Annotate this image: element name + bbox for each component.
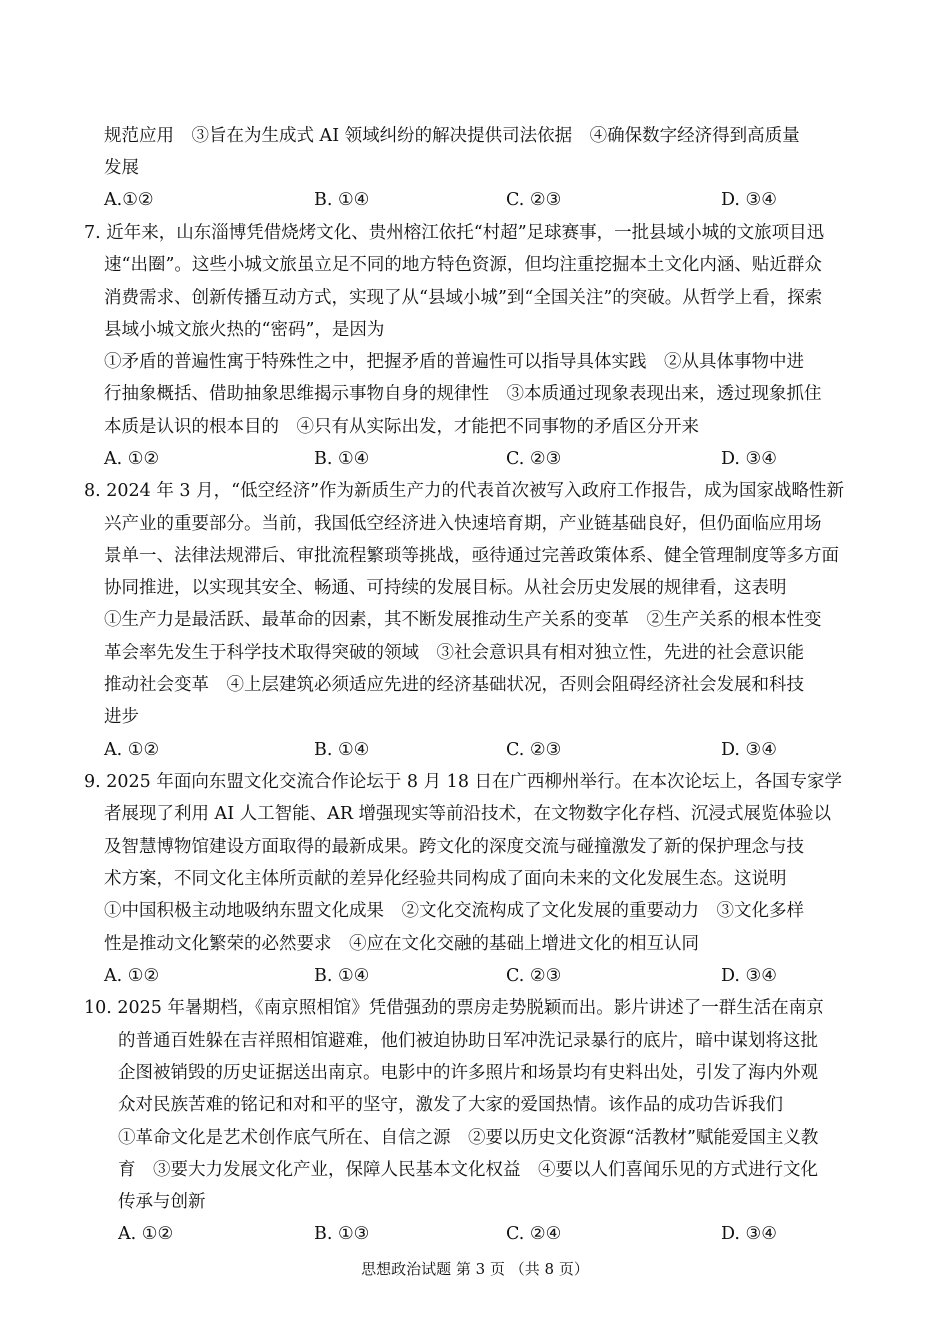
q8-stem-line: 8. 2024 年 3 月，“低空经济”作为新质生产力的代表首次被写入政府工作报告，成为国家战略性新: [84, 481, 845, 501]
q9-statement-line: ①中国积极主动地吸纳东盟文化成果 ②文化交流构成了文化发展的重要动力 ③文化多样: [104, 901, 804, 921]
q7-options: [104, 447, 804, 471]
q8-options: [104, 738, 804, 762]
q9-option-c: C. ②③: [506, 966, 562, 986]
q7-option-a: A. ①②: [104, 449, 160, 469]
q8-option-a: A. ①②: [104, 740, 160, 760]
q10-statement-line: 传承与创新: [118, 1192, 206, 1212]
q8-stem-line: 景单一、法律法规滞后、审批流程繁琐等挑战，亟待通过完善政策体系、健全管理制度等多方面: [104, 546, 839, 566]
q10-statement-line: ①革命文化是艺术创作底气所在、自信之源 ②要以历史文化资源“活教材”赋能爱国主义教: [118, 1128, 819, 1148]
q6-option-b: B. ①④: [314, 190, 370, 210]
q7-stem-line: 消费需求、创新传播互动方式，实现了从“县域小城”到“全国关注”的突破。从哲学上看，探索: [104, 288, 823, 308]
q9-option-d: D. ③④: [721, 966, 777, 986]
q6-options: [104, 188, 804, 212]
q6-text-line: 发展: [104, 158, 139, 178]
q8-option-d: D. ③④: [721, 740, 777, 760]
q8-stem-line: 协同推进，以实现其安全、畅通、可持续的发展目标。从社会历史发展的规律看，这表明: [104, 578, 787, 598]
q9-option-a: A. ①②: [104, 966, 160, 986]
q9-stem-line: 术方案，不同文化主体所贡献的差异化经验共同构成了面向未来的文化发展生态。这说明: [104, 869, 787, 889]
q7-statement-line: 行抽象概括、借助抽象思维揭示事物自身的规律性 ③本质通过现象表现出来，透过现象抓住: [104, 384, 822, 404]
q7-stem-line: 县域小城文旅火热的“密码”，是因为: [104, 320, 385, 340]
q10-stem-line: 企图被销毁的历史证据送出南京。电影中的许多照片和场景均有史料出处，引发了海内外观: [118, 1063, 818, 1083]
q10-option-d: D. ③④: [721, 1224, 777, 1244]
q8-statement-line: 推动社会变革 ④上层建筑必须适应先进的经济基础状况，否则会阻碍经济社会发展和科技: [104, 675, 804, 695]
q10-statement-line: 育 ③要大力发展文化产业，保障人民基本文化权益 ④要以人们喜闻乐见的方式进行文化: [118, 1160, 818, 1180]
q6-option-d: D. ③④: [721, 190, 777, 210]
q8-statement-line: ①生产力是最活跃、最革命的因素，其不断发展推动生产关系的变革 ②生产关系的根本性变: [104, 610, 822, 630]
q8-option-b: B. ①④: [314, 740, 370, 760]
q10-stem-line: 众对民族苦难的铭记和对和平的坚守，激发了大家的爱国热情。该作品的成功告诉我们: [118, 1095, 783, 1115]
q9-stem-line: 及智慧博物馆建设方面取得的最新成果。跨文化的深度交流与碰撞激发了新的保护理念与技: [104, 837, 804, 857]
q8-statement-line: 进步: [104, 707, 139, 727]
q7-option-d: D. ③④: [721, 449, 777, 469]
q9-option-b: B. ①④: [314, 966, 370, 986]
q6-text-line: 规范应用 ③旨在为生成式 AI 领域纠纷的解决提供司法依据 ④确保数字经济得到高质量: [104, 126, 800, 146]
q10-stem-line: 10. 2025 年暑期档，《南京照相馆》凭借强劲的票房走势脱颖而出。影片讲述了一群生活在南京: [84, 998, 824, 1018]
q10-options: [118, 1222, 818, 1246]
q8-option-c: C. ②③: [506, 740, 562, 760]
q9-options: [104, 964, 804, 988]
q9-stem-line: 9. 2025 年面向东盟文化交流合作论坛于 8 月 18 日在广西柳州举行。在本次论坛上，各国专家学: [84, 772, 843, 792]
q9-statement-line: 性是推动文化繁荣的必然要求 ④应在文化交融的基础上增进文化的相互认同: [104, 934, 699, 954]
q7-stem-line: 7. 近年来，山东淄博凭借烧烤文化、贵州榕江依托“村超”足球赛事，一批县域小城的文旅项目迅: [84, 223, 825, 243]
q7-statement-line: 本质是认识的根本目的 ④只有从实际出发，才能把不同事物的矛盾区分开来: [104, 417, 699, 437]
page-footer: 思想政治试题 第 3 页 （共 8 页）: [361, 1260, 589, 1278]
q6-option-a: A.①②: [104, 190, 154, 210]
q8-stem-line: 兴产业的重要部分。当前，我国低空经济进入快速培育期，产业链基础良好，但仍面临应用场: [104, 514, 822, 534]
q10-option-a: A. ①②: [118, 1224, 174, 1244]
q10-option-c: C. ②④: [506, 1224, 562, 1244]
q7-statement-line: ①矛盾的普遍性寓于特殊性之中，把握矛盾的普遍性可以指导具体实践 ②从具体事物中进: [104, 352, 804, 372]
q7-option-b: B. ①④: [314, 449, 370, 469]
q8-statement-line: 革会率先发生于科学技术取得突破的领域 ③社会意识具有相对独立性，先进的社会意识能: [104, 643, 804, 663]
q7-option-c: C. ②③: [506, 449, 562, 469]
q6-option-c: C. ②③: [506, 190, 562, 210]
q10-stem-line: 的普通百姓躲在吉祥照相馆避难，他们被迫协助日军冲洗记录暴行的底片，暗中谋划将这批: [118, 1031, 818, 1051]
q7-stem-line: 速“出圈”。这些小城文旅虽立足不同的地方特色资源，但均注重挖掘本土文化内涵、贴近群众: [104, 255, 822, 275]
q9-stem-line: 者展现了利用 AI 人工智能、AR 增强现实等前沿技术，在文物数字化存档、沉浸式展览体验以: [104, 804, 832, 824]
q10-option-b: B. ①③: [314, 1224, 370, 1244]
